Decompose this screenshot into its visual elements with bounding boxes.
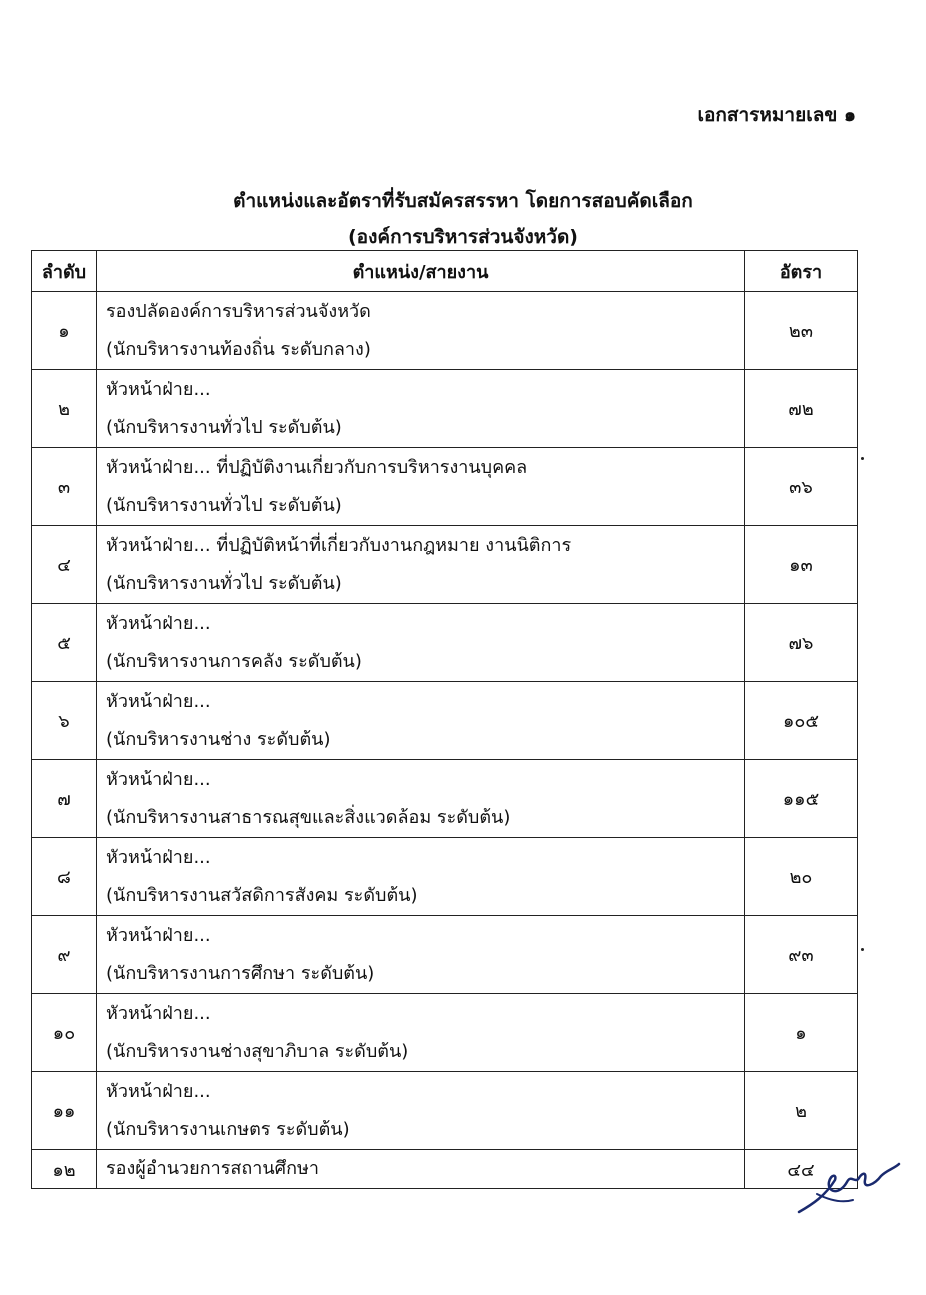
table-row (32, 682, 858, 760)
position-title: หัวหน้าฝ่าย... (106, 846, 211, 868)
row-number: ๖ (32, 682, 97, 760)
row-number: ๑๐ (32, 994, 97, 1072)
row-position (97, 448, 745, 526)
table-row (32, 292, 858, 370)
row-position (97, 682, 745, 760)
position-title: หัวหน้าฝ่าย... (106, 690, 211, 712)
position-level: (นักบริหารงานช่างสุขาภิบาล ระดับต้น) (106, 1040, 409, 1062)
signature-icon (795, 1160, 905, 1220)
positions-table (31, 250, 858, 1189)
position-title: หัวหน้าฝ่าย... (106, 1080, 211, 1102)
row-position (97, 1150, 745, 1189)
table-row (32, 760, 858, 838)
document-number: เอกสารหมายเลข ๑ (697, 104, 856, 126)
row-position (97, 1072, 745, 1150)
position-title: รองปลัดองค์การบริหารส่วนจังหวัด (106, 300, 371, 322)
table-row (32, 1072, 858, 1150)
table-row (32, 448, 858, 526)
position-level: (นักบริหารงานการศึกษา ระดับต้น) (106, 962, 375, 984)
row-number: ๔ (32, 526, 97, 604)
row-position (97, 292, 745, 370)
row-position (97, 526, 745, 604)
header-order: ลำดับ (32, 251, 97, 292)
row-rate: ๒ (745, 1072, 858, 1150)
row-position (97, 370, 745, 448)
row-position (97, 916, 745, 994)
position-level: (นักบริหารงานท้องถิ่น ระดับกลาง) (106, 338, 371, 360)
row-rate: ๑๓ (745, 526, 858, 604)
row-rate: ๒๓ (745, 292, 858, 370)
position-level: (นักบริหารงานทั่วไป ระดับต้น) (106, 416, 342, 438)
stray-mark (861, 948, 864, 951)
table-row (32, 916, 858, 994)
position-title: หัวหน้าฝ่าย... (106, 378, 211, 400)
row-number: ๗ (32, 760, 97, 838)
position-title: รองผู้อำนวยการสถานศึกษา (106, 1158, 319, 1179)
row-position (97, 994, 745, 1072)
position-level: (นักบริหารงานสวัสดิการสังคม ระดับต้น) (106, 884, 418, 906)
position-title: หัวหน้าฝ่าย... ที่ปฏิบัติงานเกี่ยวกับการบริหารงานบุคคล (106, 456, 528, 478)
position-level: (นักบริหารงานสาธารณสุขและสิ่งแวดล้อม ระดับต้น) (106, 806, 511, 828)
header-position: ตำแหน่ง/สายงาน (97, 251, 745, 292)
position-level: (นักบริหารงานการคลัง ระดับต้น) (106, 650, 362, 672)
stray-mark (861, 457, 864, 460)
position-title: หัวหน้าฝ่าย... (106, 924, 211, 946)
table-header-row (32, 251, 858, 292)
row-number: ๓ (32, 448, 97, 526)
table-row (32, 838, 858, 916)
row-number: ๑ (32, 292, 97, 370)
row-position (97, 760, 745, 838)
position-level: (นักบริหารงานเกษตร ระดับต้น) (106, 1118, 350, 1140)
table-row (32, 994, 858, 1072)
row-rate: ๒๐ (745, 838, 858, 916)
row-rate: ๗๖ (745, 604, 858, 682)
table-row (32, 526, 858, 604)
row-rate: ๔๔ (745, 1150, 858, 1189)
row-rate: ๗๒ (745, 370, 858, 448)
row-number: ๙ (32, 916, 97, 994)
row-number: ๒ (32, 370, 97, 448)
row-number: ๕ (32, 604, 97, 682)
table-row (32, 604, 858, 682)
position-level: (นักบริหารงานช่าง ระดับต้น) (106, 728, 331, 750)
position-title: หัวหน้าฝ่าย... (106, 612, 211, 634)
position-title: หัวหน้าฝ่าย... (106, 1002, 211, 1024)
table-row (32, 370, 858, 448)
position-title: หัวหน้าฝ่าย... ที่ปฏิบัติหน้าที่เกี่ยวกับงานกฎหมาย งานนิติการ (106, 534, 572, 556)
row-number: ๑๑ (32, 1072, 97, 1150)
row-position (97, 838, 745, 916)
position-title: หัวหน้าฝ่าย... (106, 768, 211, 790)
row-rate: ๙๓ (745, 916, 858, 994)
document-subtitle: (องค์การบริหารส่วนจังหวัด) (347, 226, 578, 248)
row-number: ๘ (32, 838, 97, 916)
row-position (97, 604, 745, 682)
table-row (32, 1150, 858, 1189)
position-level: (นักบริหารงานทั่วไป ระดับต้น) (106, 494, 342, 516)
row-rate: ๑๐๕ (745, 682, 858, 760)
header-rate: อัตรา (745, 251, 858, 292)
document-title: ตำแหน่งและอัตราที่รับสมัครสรรหา โดยการสอบคัดเลือก (233, 190, 693, 212)
row-rate: ๑๑๕ (745, 760, 858, 838)
position-level: (นักบริหารงานทั่วไป ระดับต้น) (106, 572, 342, 594)
row-number: ๑๒ (32, 1150, 97, 1189)
row-rate: ๑ (745, 994, 858, 1072)
row-rate: ๓๖ (745, 448, 858, 526)
